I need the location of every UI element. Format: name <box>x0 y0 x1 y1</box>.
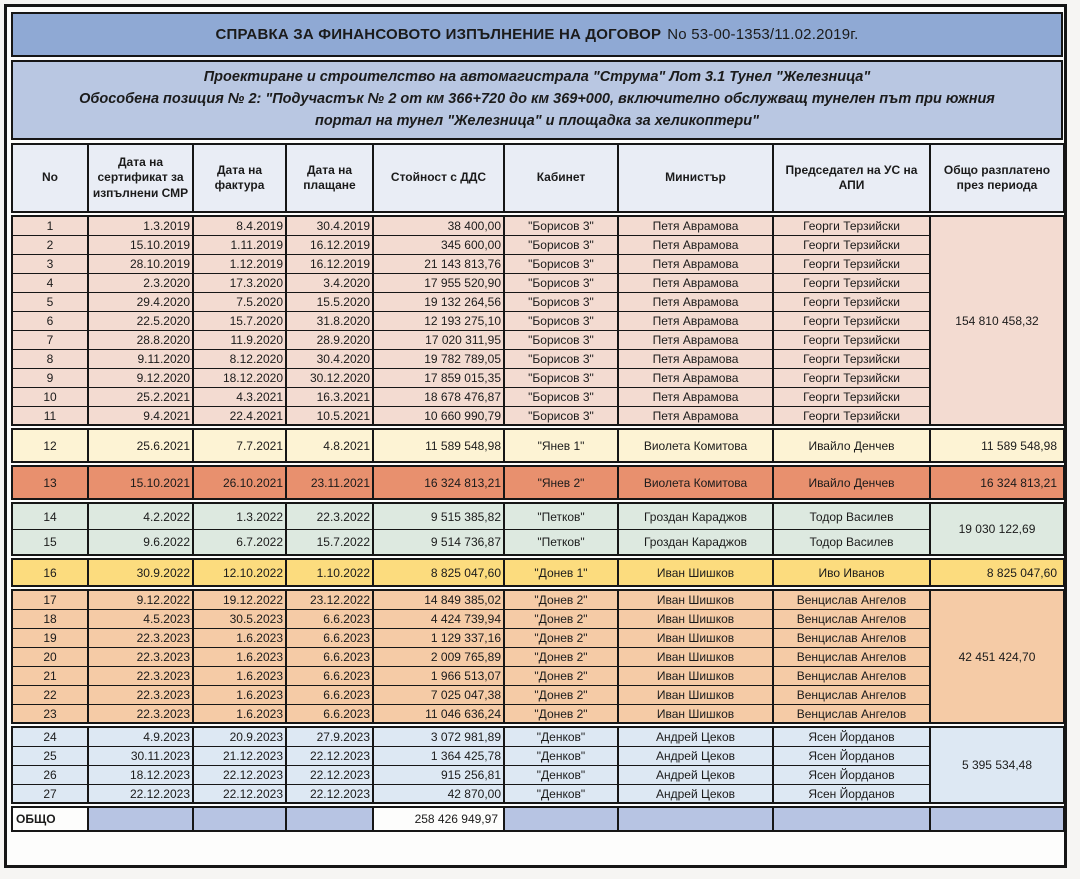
cabinet-cell: "Борисов 3" <box>504 368 618 387</box>
cert-date-cell: 9.6.2022 <box>88 529 193 555</box>
chairman-cell: Ясен Йорданов <box>773 765 930 784</box>
table-row <box>12 666 1064 685</box>
minister-cell: Петя Аврамова <box>618 406 773 425</box>
period-total-cell: 154 810 458,32 <box>930 216 1064 425</box>
cert-date-cell: 22.3.2023 <box>88 704 193 723</box>
chairman-cell: Георги Терзийски <box>773 273 930 292</box>
amount-cell: 3 072 981,89 <box>373 727 504 746</box>
cabinet-cell: "Денков" <box>504 727 618 746</box>
cabinet-cell: "Донев 1" <box>504 559 618 586</box>
cabinet-cell: "Денков" <box>504 765 618 784</box>
cabinet-cell: "Борисов 3" <box>504 406 618 425</box>
amount-cell: 21 143 813,76 <box>373 254 504 273</box>
chairman-cell: Венцислав Ангелов <box>773 704 930 723</box>
invoice-date-cell: 1.6.2023 <box>193 628 286 647</box>
table-row <box>12 349 1064 368</box>
chairman-cell: Венцислав Ангелов <box>773 628 930 647</box>
chairman-cell: Ясен Йорданов <box>773 746 930 765</box>
row-number-cell: 22 <box>12 685 88 704</box>
report-sheet <box>4 4 1067 868</box>
invoice-date-cell: 1.12.2019 <box>193 254 286 273</box>
minister-cell: Гроздан Караджов <box>618 529 773 555</box>
payment-date-cell: 22.12.2023 <box>286 746 373 765</box>
cabinet-cell: "Донев 2" <box>504 647 618 666</box>
cabinet-group-band <box>11 465 1065 500</box>
invoice-date-cell: 4.3.2021 <box>193 387 286 406</box>
table-row <box>12 628 1064 647</box>
cabinet-cell: "Янев 1" <box>504 429 618 462</box>
grand-total-empty-cell <box>88 807 193 831</box>
grand-total-amount: 258 426 949,97 <box>373 807 504 831</box>
payment-date-cell: 4.8.2021 <box>286 429 373 462</box>
cert-date-cell: 28.10.2019 <box>88 254 193 273</box>
minister-cell: Петя Аврамова <box>618 349 773 368</box>
amount-cell: 4 424 739,94 <box>373 609 504 628</box>
cabinet-cell: "Донев 2" <box>504 685 618 704</box>
cert-date-cell: 9.12.2022 <box>88 590 193 609</box>
minister-cell: Иван Шишков <box>618 609 773 628</box>
cert-date-cell: 18.12.2023 <box>88 765 193 784</box>
payment-date-cell: 6.6.2023 <box>286 704 373 723</box>
minister-cell: Иван Шишков <box>618 559 773 586</box>
cert-date-cell: 30.9.2022 <box>88 559 193 586</box>
row-number-cell: 2 <box>12 235 88 254</box>
grand-total-empty-cell <box>773 807 930 831</box>
cert-date-cell: 4.9.2023 <box>88 727 193 746</box>
amount-cell: 12 193 275,10 <box>373 311 504 330</box>
minister-cell: Петя Аврамова <box>618 330 773 349</box>
amount-cell: 1 129 337,16 <box>373 628 504 647</box>
amount-cell: 7 025 047,38 <box>373 685 504 704</box>
row-number-cell: 24 <box>12 727 88 746</box>
invoice-date-cell: 6.7.2022 <box>193 529 286 555</box>
invoice-date-cell: 22.12.2023 <box>193 765 286 784</box>
chairman-cell: Георги Терзийски <box>773 349 930 368</box>
column-header-cabinet-cell: Кабинет <box>504 144 618 212</box>
invoice-date-cell: 8.4.2019 <box>193 216 286 235</box>
payment-date-cell: 23.12.2022 <box>286 590 373 609</box>
chairman-cell: Венцислав Ангелов <box>773 590 930 609</box>
cert-date-cell: 4.2.2022 <box>88 503 193 529</box>
table-row <box>12 406 1064 425</box>
grand-total-empty-cell <box>193 807 286 831</box>
invoice-date-cell: 19.12.2022 <box>193 590 286 609</box>
period-total-cell: 19 030 122,69 <box>930 503 1064 555</box>
row-number-cell: 3 <box>12 254 88 273</box>
amount-cell: 1 364 425,78 <box>373 746 504 765</box>
cabinet-cell: "Борисов 3" <box>504 349 618 368</box>
report-title-bar <box>11 12 1063 57</box>
column-header-payment-date-cell: Дата на плащане <box>286 144 373 212</box>
cert-date-cell: 22.12.2023 <box>88 784 193 803</box>
payment-date-cell: 10.5.2021 <box>286 406 373 425</box>
amount-cell: 42 870,00 <box>373 784 504 803</box>
table-row <box>12 311 1064 330</box>
period-total-cell: 16 324 813,21 <box>930 466 1064 499</box>
row-number-cell: 17 <box>12 590 88 609</box>
minister-cell: Иван Шишков <box>618 704 773 723</box>
table-row <box>12 429 1064 462</box>
minister-cell: Гроздан Караджов <box>618 503 773 529</box>
cert-date-cell: 22.5.2020 <box>88 311 193 330</box>
payment-date-cell: 15.5.2020 <box>286 292 373 311</box>
amount-cell: 19 132 264,56 <box>373 292 504 311</box>
cabinet-cell: "Денков" <box>504 784 618 803</box>
minister-cell: Петя Аврамова <box>618 292 773 311</box>
row-number-cell: 25 <box>12 746 88 765</box>
cabinet-group-band <box>11 558 1065 587</box>
cabinet-group-band <box>11 589 1065 724</box>
chairman-cell: Иво Иванов <box>773 559 930 586</box>
chairman-cell: Георги Терзийски <box>773 368 930 387</box>
report-title: СПРАВКА ЗА ФИНАНСОВОТО ИЗПЪЛНЕНИЕ НА ДОГОВОР <box>215 26 662 43</box>
cabinet-group-band <box>11 502 1065 556</box>
cert-date-cell: 1.3.2019 <box>88 216 193 235</box>
contract-description-line3: портал на тунел "Железница" и площадка за хеликоптери" <box>314 112 760 129</box>
grand-total-empty-cell <box>504 807 618 831</box>
grand-total-empty-cell <box>930 807 1064 831</box>
invoice-date-cell: 1.6.2023 <box>193 704 286 723</box>
cert-date-cell: 9.12.2020 <box>88 368 193 387</box>
payment-date-cell: 23.11.2021 <box>286 466 373 499</box>
payment-date-cell: 6.6.2023 <box>286 609 373 628</box>
payment-date-cell: 1.10.2022 <box>286 559 373 586</box>
invoice-date-cell: 1.6.2023 <box>193 647 286 666</box>
payments-table <box>11 143 1060 832</box>
column-header-cert-date-cell: Дата на сертификат за изпълнени СМР <box>88 144 193 212</box>
invoice-date-cell: 1.6.2023 <box>193 666 286 685</box>
table-row <box>12 609 1064 628</box>
amount-cell: 10 660 990,79 <box>373 406 504 425</box>
chairman-cell: Георги Терзийски <box>773 292 930 311</box>
invoice-date-cell: 15.7.2020 <box>193 311 286 330</box>
amount-cell: 345 600,00 <box>373 235 504 254</box>
cert-date-cell: 25.6.2021 <box>88 429 193 462</box>
payment-date-cell: 6.6.2023 <box>286 628 373 647</box>
payment-date-cell: 6.6.2023 <box>286 647 373 666</box>
cert-date-cell: 30.11.2023 <box>88 746 193 765</box>
invoice-date-cell: 21.12.2023 <box>193 746 286 765</box>
minister-cell: Петя Аврамова <box>618 387 773 406</box>
cabinet-cell: "Борисов 3" <box>504 387 618 406</box>
invoice-date-cell: 1.11.2019 <box>193 235 286 254</box>
cabinet-cell: "Донев 2" <box>504 666 618 685</box>
cabinet-cell: "Денков" <box>504 746 618 765</box>
cabinet-cell: "Донев 2" <box>504 704 618 723</box>
invoice-date-cell: 26.10.2021 <box>193 466 286 499</box>
column-header-chairman-cell: Председател на УС на АПИ <box>773 144 930 212</box>
amount-cell: 11 589 548,98 <box>373 429 504 462</box>
payment-date-cell: 16.12.2019 <box>286 235 373 254</box>
chairman-cell: Георги Терзийски <box>773 406 930 425</box>
contract-description-line1: Проектиране и строителство на автомагистрала "Струма" Лот 3.1 Тунел "Железница" <box>203 69 871 85</box>
cert-date-cell: 9.11.2020 <box>88 349 193 368</box>
amount-cell: 17 020 311,95 <box>373 330 504 349</box>
invoice-date-cell: 7.7.2021 <box>193 429 286 462</box>
invoice-date-cell: 22.4.2021 <box>193 406 286 425</box>
amount-cell: 2 009 765,89 <box>373 647 504 666</box>
row-number-cell: 10 <box>12 387 88 406</box>
cert-date-cell: 22.3.2023 <box>88 647 193 666</box>
cabinet-cell: "Борисов 3" <box>504 216 618 235</box>
invoice-date-cell: 11.9.2020 <box>193 330 286 349</box>
column-header-minister-cell: Министър <box>618 144 773 212</box>
amount-cell: 16 324 813,21 <box>373 466 504 499</box>
row-number-cell: 27 <box>12 784 88 803</box>
payment-date-cell: 30.4.2019 <box>286 216 373 235</box>
chairman-cell: Георги Терзийски <box>773 330 930 349</box>
cabinet-cell: "Петков" <box>504 529 618 555</box>
amount-cell: 1 966 513,07 <box>373 666 504 685</box>
invoice-date-cell: 18.12.2020 <box>193 368 286 387</box>
table-row <box>12 727 1064 746</box>
cabinet-group-band <box>11 215 1065 426</box>
row-number-cell: 20 <box>12 647 88 666</box>
grand-total-empty-cell <box>286 807 373 831</box>
column-header-row-number-cell: No <box>12 144 88 212</box>
minister-cell: Петя Аврамова <box>618 235 773 254</box>
amount-cell: 8 825 047,60 <box>373 559 504 586</box>
cabinet-cell: "Петков" <box>504 503 618 529</box>
amount-cell: 9 514 736,87 <box>373 529 504 555</box>
table-header-row <box>12 144 1064 212</box>
minister-cell: Петя Аврамова <box>618 254 773 273</box>
row-number-cell: 8 <box>12 349 88 368</box>
minister-cell: Петя Аврамова <box>618 216 773 235</box>
chairman-cell: Георги Терзийски <box>773 216 930 235</box>
row-number-cell: 6 <box>12 311 88 330</box>
period-total-cell: 42 451 424,70 <box>930 590 1064 723</box>
payment-date-cell: 15.7.2022 <box>286 529 373 555</box>
row-number-cell: 18 <box>12 609 88 628</box>
grand-total-row <box>11 806 1065 832</box>
minister-cell: Андрей Цеков <box>618 784 773 803</box>
payment-date-cell: 16.12.2019 <box>286 254 373 273</box>
table-row <box>12 704 1064 723</box>
minister-cell: Виолета Комитова <box>618 466 773 499</box>
cert-date-cell: 22.3.2023 <box>88 666 193 685</box>
table-row <box>12 746 1064 765</box>
contract-number: No 53-00-1353/11.02.2019г. <box>667 26 859 43</box>
amount-cell: 19 782 789,05 <box>373 349 504 368</box>
grand-total-empty-cell <box>618 807 773 831</box>
amount-cell: 9 515 385,82 <box>373 503 504 529</box>
minister-cell: Иван Шишков <box>618 666 773 685</box>
invoice-date-cell: 8.12.2020 <box>193 349 286 368</box>
payment-date-cell: 31.8.2020 <box>286 311 373 330</box>
chairman-cell: Георги Терзийски <box>773 235 930 254</box>
amount-cell: 18 678 476,87 <box>373 387 504 406</box>
period-total-cell: 11 589 548,98 <box>930 429 1064 462</box>
table-row <box>12 559 1064 586</box>
table-row <box>12 503 1064 529</box>
payment-date-cell: 22.12.2023 <box>286 784 373 803</box>
table-row <box>12 387 1064 406</box>
row-number-cell: 15 <box>12 529 88 555</box>
chairman-cell: Георги Терзийски <box>773 387 930 406</box>
cabinet-cell: "Борисов 3" <box>504 311 618 330</box>
period-total-cell: 5 395 534,48 <box>930 727 1064 803</box>
table-row <box>12 466 1064 499</box>
contract-description <box>11 60 1063 140</box>
minister-cell: Виолета Комитова <box>618 429 773 462</box>
row-number-cell: 4 <box>12 273 88 292</box>
table-row <box>12 647 1064 666</box>
cert-date-cell: 15.10.2021 <box>88 466 193 499</box>
column-header-invoice-date-cell: Дата на фактура <box>193 144 286 212</box>
cabinet-cell: "Донев 2" <box>504 628 618 647</box>
chairman-cell: Ивайло Денчев <box>773 466 930 499</box>
minister-cell: Иван Шишков <box>618 628 773 647</box>
cert-date-cell: 4.5.2023 <box>88 609 193 628</box>
table-row <box>12 292 1064 311</box>
chairman-cell: Георги Терзийски <box>773 254 930 273</box>
table-row <box>12 529 1064 555</box>
chairman-cell: Ясен Йорданов <box>773 727 930 746</box>
cert-date-cell: 28.8.2020 <box>88 330 193 349</box>
cabinet-cell: "Борисов 3" <box>504 330 618 349</box>
grand-total-label: ОБЩО <box>12 807 88 831</box>
cabinet-cell: "Донев 2" <box>504 590 618 609</box>
invoice-date-cell: 17.3.2020 <box>193 273 286 292</box>
chairman-cell: Венцислав Ангелов <box>773 609 930 628</box>
payment-date-cell: 22.12.2023 <box>286 765 373 784</box>
cert-date-cell: 15.10.2019 <box>88 235 193 254</box>
minister-cell: Иван Шишков <box>618 685 773 704</box>
cert-date-cell: 22.3.2023 <box>88 628 193 647</box>
payment-date-cell: 28.9.2020 <box>286 330 373 349</box>
row-number-cell: 14 <box>12 503 88 529</box>
cabinet-group-band <box>11 726 1065 804</box>
cabinet-cell: "Борисов 3" <box>504 273 618 292</box>
table-row <box>12 254 1064 273</box>
amount-cell: 915 256,81 <box>373 765 504 784</box>
cabinet-cell: "Борисов 3" <box>504 254 618 273</box>
invoice-date-cell: 12.10.2022 <box>193 559 286 586</box>
table-row <box>12 235 1064 254</box>
chairman-cell: Венцислав Ангелов <box>773 685 930 704</box>
table-row <box>12 784 1064 803</box>
period-total-cell: 8 825 047,60 <box>930 559 1064 586</box>
chairman-cell: Венцислав Ангелов <box>773 666 930 685</box>
cert-date-cell: 22.3.2023 <box>88 685 193 704</box>
payment-date-cell: 27.9.2023 <box>286 727 373 746</box>
chairman-cell: Венцислав Ангелов <box>773 647 930 666</box>
table-row <box>12 765 1064 784</box>
row-number-cell: 12 <box>12 429 88 462</box>
chairman-cell: Тодор Василев <box>773 529 930 555</box>
cert-date-cell: 25.2.2021 <box>88 387 193 406</box>
invoice-date-cell: 1.6.2023 <box>193 685 286 704</box>
amount-cell: 17 859 015,35 <box>373 368 504 387</box>
cabinet-cell: "Борисов 3" <box>504 235 618 254</box>
payment-date-cell: 22.3.2022 <box>286 503 373 529</box>
cabinet-cell: "Борисов 3" <box>504 292 618 311</box>
row-number-cell: 19 <box>12 628 88 647</box>
cert-date-cell: 2.3.2020 <box>88 273 193 292</box>
payment-date-cell: 16.3.2021 <box>286 387 373 406</box>
row-number-cell: 16 <box>12 559 88 586</box>
payment-date-cell: 3.4.2020 <box>286 273 373 292</box>
table-row <box>12 685 1064 704</box>
cert-date-cell: 29.4.2020 <box>88 292 193 311</box>
table-row <box>12 216 1064 235</box>
payment-date-cell: 30.12.2020 <box>286 368 373 387</box>
row-number-cell: 13 <box>12 466 88 499</box>
contract-description-line2: Обособена позиция № 2: "Подучастък № 2 от км 366+720 до км 369+000, включително обслужващ тунелен път при южния <box>79 90 995 107</box>
invoice-date-cell: 1.3.2022 <box>193 503 286 529</box>
invoice-date-cell: 22.12.2023 <box>193 784 286 803</box>
row-number-cell: 21 <box>12 666 88 685</box>
column-header-period-total-cell: Общо разплатено през периода <box>930 144 1064 212</box>
row-number-cell: 7 <box>12 330 88 349</box>
chairman-cell: Георги Терзийски <box>773 311 930 330</box>
table-row <box>12 590 1064 609</box>
minister-cell: Петя Аврамова <box>618 273 773 292</box>
amount-cell: 11 046 636,24 <box>373 704 504 723</box>
row-number-cell: 9 <box>12 368 88 387</box>
minister-cell: Петя Аврамова <box>618 311 773 330</box>
minister-cell: Иван Шишков <box>618 590 773 609</box>
payment-date-cell: 30.4.2020 <box>286 349 373 368</box>
invoice-date-cell: 30.5.2023 <box>193 609 286 628</box>
row-number-cell: 5 <box>12 292 88 311</box>
invoice-date-cell: 20.9.2023 <box>193 727 286 746</box>
cabinet-cell: "Янев 2" <box>504 466 618 499</box>
row-number-cell: 1 <box>12 216 88 235</box>
table-row <box>12 273 1064 292</box>
column-header-amount-cell: Стойност с ДДС <box>373 144 504 212</box>
cabinet-cell: "Донев 2" <box>504 609 618 628</box>
minister-cell: Иван Шишков <box>618 647 773 666</box>
invoice-date-cell: 7.5.2020 <box>193 292 286 311</box>
amount-cell: 38 400,00 <box>373 216 504 235</box>
minister-cell: Андрей Цеков <box>618 765 773 784</box>
row-number-cell: 23 <box>12 704 88 723</box>
chairman-cell: Тодор Василев <box>773 503 930 529</box>
payment-date-cell: 6.6.2023 <box>286 685 373 704</box>
table-row <box>12 330 1064 349</box>
row-number-cell: 11 <box>12 406 88 425</box>
minister-cell: Андрей Цеков <box>618 746 773 765</box>
table-row <box>12 368 1064 387</box>
chairman-cell: Ясен Йорданов <box>773 784 930 803</box>
chairman-cell: Ивайло Денчев <box>773 429 930 462</box>
minister-cell: Петя Аврамова <box>618 368 773 387</box>
amount-cell: 17 955 520,90 <box>373 273 504 292</box>
cert-date-cell: 9.4.2021 <box>88 406 193 425</box>
payment-date-cell: 6.6.2023 <box>286 666 373 685</box>
minister-cell: Андрей Цеков <box>618 727 773 746</box>
cabinet-group-band <box>11 428 1065 463</box>
amount-cell: 14 849 385,02 <box>373 590 504 609</box>
row-number-cell: 26 <box>12 765 88 784</box>
